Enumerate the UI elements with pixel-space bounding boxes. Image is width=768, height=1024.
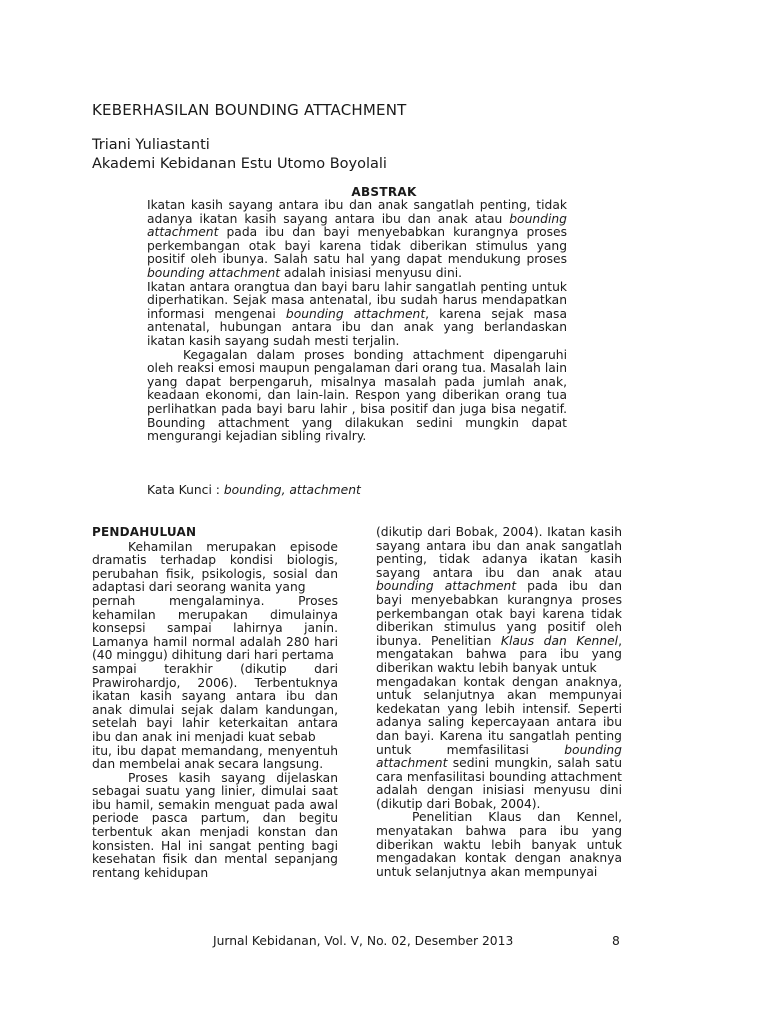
text-run: Proses kasih sayang dijelaskan sebagai suatu yang linier, dimulai saat ibu hamil, semakin menguat pada awal periode pasca partum, dan begitu terbentuk akan menjadi konstan dan konsisten. Hal ini sangat penting bagi kesehatan fisik dan mental sepanjang rentang kehidupan	[92, 770, 338, 880]
abstract-heading: ABSTRAK	[351, 185, 417, 199]
body-paragraph	[376, 676, 622, 812]
italic-term: bounding attachment	[376, 742, 622, 771]
author-block	[92, 136, 387, 174]
section-heading: PENDAHULUAN	[92, 525, 197, 539]
body-paragraph	[92, 541, 338, 595]
abstract-paragraph	[147, 199, 567, 281]
body-paragraph	[376, 526, 622, 676]
text-run: Ikatan kasih sayang antara ibu dan anak sangatlah penting, tidak adanya ikatan kasih sayang antara ibu dan anak atau	[147, 198, 567, 226]
text-run: pernah mengalaminya. Proses kehamilan merupakan dimulainya konsepsi sampai lahirnya janin. Lamanya hamil normal adalah 280 hari (40 minggu) dihitung dari hari pertama	[92, 593, 338, 663]
body-paragraph	[92, 772, 338, 881]
italic-term: Klaus dan Kennel	[500, 633, 619, 648]
body-paragraph	[92, 595, 338, 663]
text-run: , mengatakan bahwa para ibu yang diberikan waktu lebih banyak untuk	[376, 633, 622, 675]
text-run: Ikatan antara orangtua dan bayi baru lahir sangatlah penting untuk diperhatikan. Sejak masa antenatal, ibu sudah harus mendapatkan informasi mengenai	[147, 279, 567, 321]
text-run: , karena sejak masa antenatal, hubungan antara ibu dan anak yang berlandaskan ikatan kasih sayang sudah mesti terjalin.	[147, 306, 567, 348]
text-run: Kegagalan dalam proses bonding attachment dipengaruhi oleh reaksi emosi maupun pengalaman dari orang tua. Masalah lain yang dapat berpengaruh, misalnya masalah pada jumlah anak, keadaan ekonomi, dan lain-lain. Respon yang diberikan orang tua perlihatkan pada bayi baru lahir , bisa positif dan juga bisa negatif. Bounding attachment yang dilakukan sedini mungkin dapat mengurangi kejadian sibling rivalry.	[147, 347, 567, 444]
body-paragraph	[92, 745, 338, 772]
keywords-line	[147, 483, 361, 497]
text-run: sedini mungkin, salah satu cara menfasilitasi bounding attachment adalah dengan inisiasi menyusu dini (dikutip dari Bobak, 2004).	[376, 756, 622, 811]
keywords-value: bounding, attachment	[223, 483, 361, 497]
text-run: (dikutip dari Bobak, 2004). Ikatan kasih sayang antara ibu dan anak sangatlah penting, tidak adanya ikatan kasih sayang antara ibu dan anak atau	[376, 525, 622, 580]
body-paragraph	[376, 811, 622, 879]
author-name: Triani Yuliastanti	[92, 137, 210, 153]
text-run: mengadakan kontak dengan anaknya, untuk selanjutnya akan mempunyai kedekatan yang lebih intensif. Seperti adanya saling kepercayaan antara ibu dan bayi. Karena itu sangatlah penting untuk memfasilitasi	[376, 674, 622, 757]
italic-term: bounding attachment	[376, 579, 517, 594]
body-paragraph	[92, 663, 338, 745]
page-number: 8	[612, 934, 620, 948]
article-title: KEBERHASILAN BOUNDING ATTACHMENT	[92, 101, 407, 119]
text-run: Penelitian Klaus dan Kennel, menyatakan bahwa para ibu yang diberikan waktu lebih banyak untuk mengadakan kontak dengan anaknya untuk selanjutnya akan mempunyai	[376, 810, 622, 879]
body-column-right	[376, 526, 622, 879]
abstract-paragraph	[147, 349, 567, 444]
italic-term: bounding attachment	[285, 306, 426, 321]
italic-term: bounding attachment	[147, 211, 567, 240]
text-run: adalah inisiasi menyusu dini.	[280, 265, 463, 280]
author-affiliation: Akademi Kebidanan Estu Utomo Boyolali	[92, 156, 387, 172]
text-run: itu, ibu dapat memandang, menyentuh dan membelai anak secara langsung.	[92, 743, 338, 772]
body-column-left	[92, 526, 338, 880]
text-run: Kehamilan merupakan episode dramatis terhadap kondisi biologis, perubahan fisik, psikologis, sosial dan adaptasi dari seorang wanita yang	[92, 539, 338, 595]
text-run: pada ibu dan bayi menyebabkan kurangnya proses perkembangan otak bayi karena tidak diberikan stimulus yang positif oleh ibunya. Penelitian	[376, 579, 623, 648]
abstract-paragraph	[147, 281, 567, 349]
abstract-body	[147, 199, 567, 444]
journal-citation: Jurnal Kebidanan, Vol. V, No. 02, Desember 2013	[213, 934, 514, 948]
text-run: sampai terakhir (dikutip dari Prawirohardjo, 2006). Terbentuknya ikatan kasih sayang antara ibu dan anak dimulai sejak dalam kandungan, setelah bayi lahir keterkaitan antara ibu dan anak ini menjadi kuat sebab	[92, 661, 338, 744]
keywords-label: Kata Kunci :	[147, 483, 224, 497]
italic-term: bounding attachment	[147, 265, 281, 280]
text-run: pada ibu dan bayi menyebabkan kurangnya proses perkembangan otak bayi karena tidak diberikan stimulus yang positif oleh ibunya. Salah satu hal yang dapat mendukung proses	[147, 225, 567, 267]
